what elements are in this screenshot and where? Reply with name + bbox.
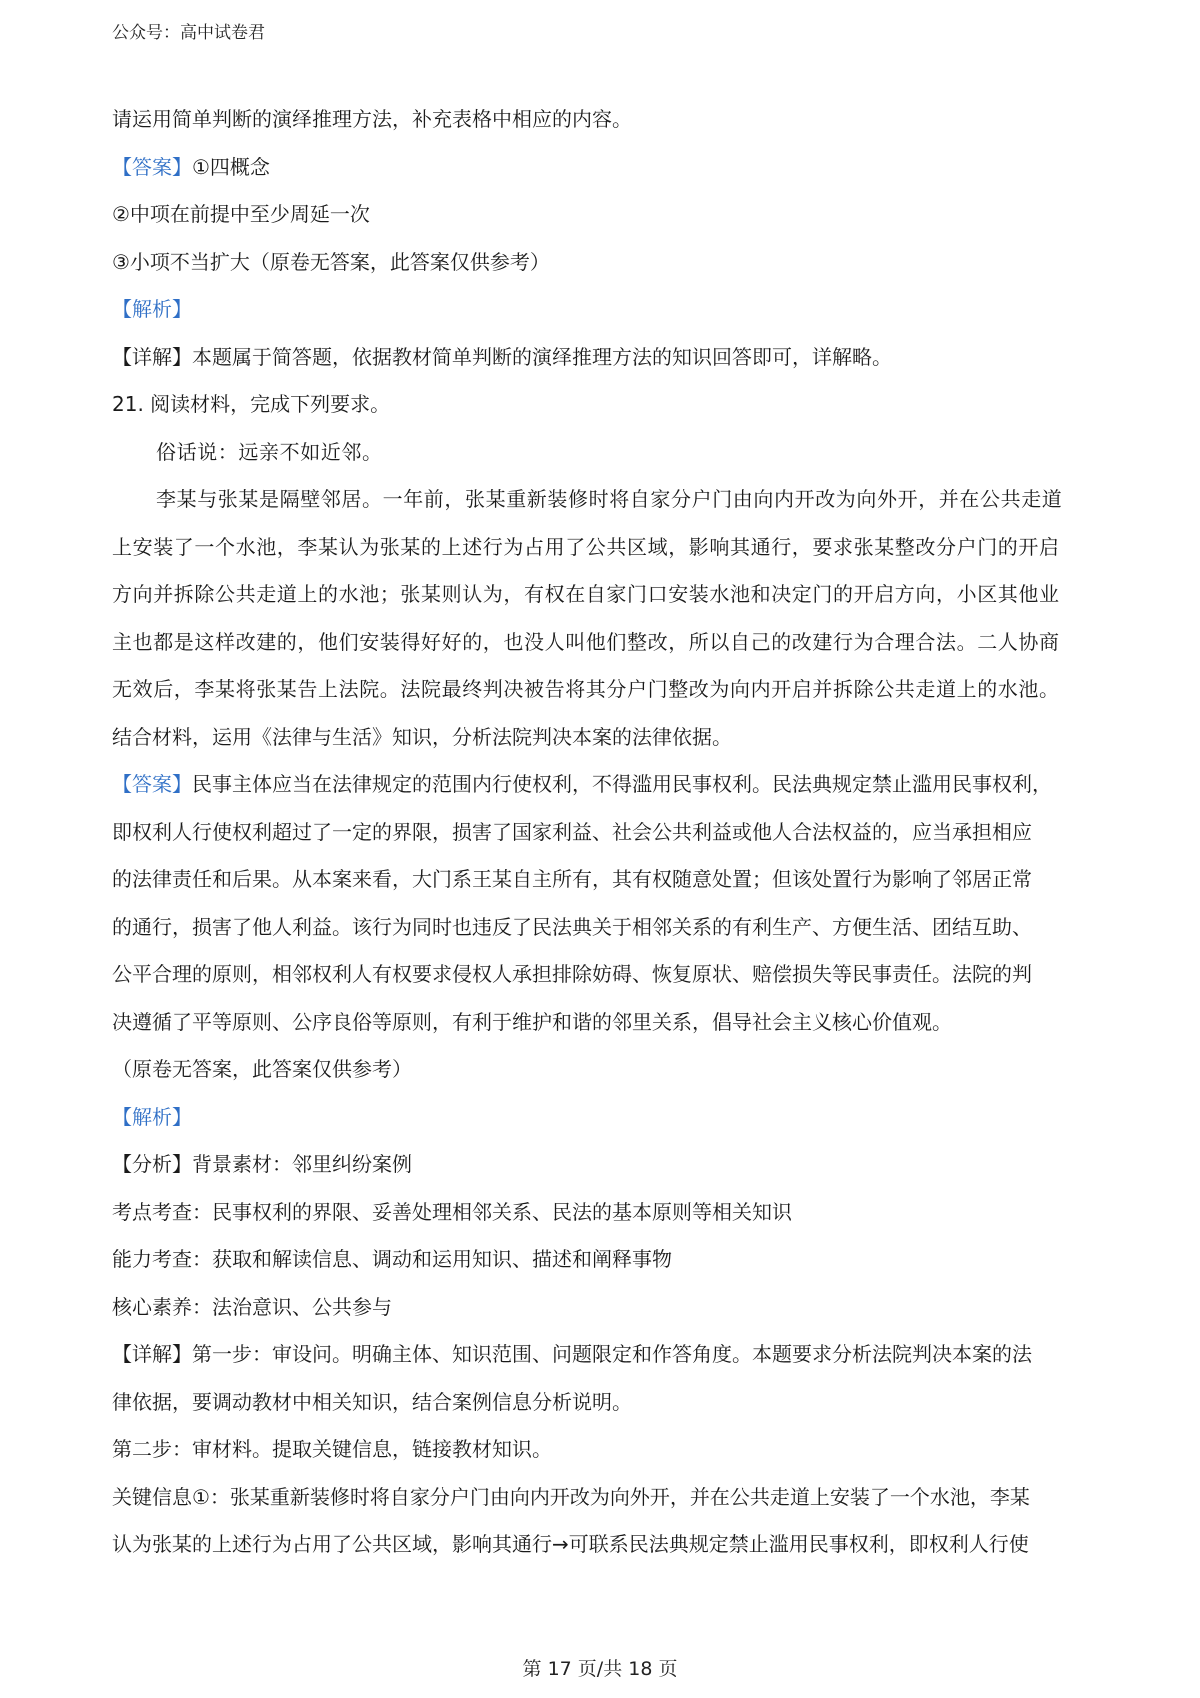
line-text: ③小项不当扩大（原卷无答案，此答案仅供参考）	[112, 249, 550, 274]
line-text: 核心素养：法治意识、公共参与	[112, 1294, 392, 1319]
section-tag: 【解析】	[112, 297, 192, 321]
line-text: 【详解】本题属于简答题，依据教材简单判断的演绎推理方法的知识回答即可，详解略。	[112, 344, 892, 369]
line-text: 21. 阅读材料，完成下列要求。	[112, 392, 391, 416]
line-text: 公平合理的原则，相邻权利人有权要求侵权人承担排除妨碍、恢复原状、赔偿损失等民事责任。法院的判	[112, 962, 1032, 986]
section-tag: 【答案】	[112, 772, 192, 796]
text-line	[112, 714, 1098, 762]
text-line	[112, 1189, 1098, 1237]
text-line	[112, 951, 1098, 999]
text-line	[112, 904, 1098, 952]
text-line	[112, 1236, 1098, 1284]
text-line	[112, 381, 1098, 429]
line-text: 上安装了一个水池，李某认为张某的上述行为占用了公共区域，影响其通行，要求张某整改分户门的开启	[112, 534, 1060, 559]
text-line	[112, 1094, 1098, 1142]
line-text: ①四概念	[192, 154, 270, 179]
line-text: 民事主体应当在法律规定的范围内行使权利，不得滥用民事权利。民法典规定禁止滥用民事权利，	[192, 772, 1052, 796]
line-text: 请运用简单判断的演绎推理方法，补充表格中相应的内容。	[112, 107, 632, 131]
line-text: 方向并拆除公共走道上的水池；张某则认为，有权在自家门口安装水池和决定门的开启方向，小区其他业	[112, 582, 1060, 606]
line-text: 的法律责任和后果。从本案来看，大门系王某自主所有，其有权随意处置；但该处置行为影响了邻居正常	[112, 867, 1032, 891]
line-text: （原卷无答案，此答案仅供参考）	[112, 1057, 412, 1081]
page-header: 公众号：高中试卷君	[112, 23, 265, 43]
text-line	[112, 761, 1098, 809]
text-line	[112, 191, 1098, 239]
text-line	[112, 1141, 1098, 1189]
text-line	[112, 334, 1098, 382]
section-tag: 【解析】	[112, 1104, 192, 1129]
page-footer: 第 17 页/共 18 页	[522, 1658, 678, 1680]
line-text: 律依据，要调动教材中相关知识，结合案例信息分析说明。	[112, 1389, 632, 1414]
text-line	[112, 1284, 1098, 1332]
text-line	[112, 1046, 1098, 1094]
text-line	[112, 429, 1098, 477]
line-text: 即权利人行使权利超过了一定的界限，损害了国家利益、社会公共利益或他人合法权益的，应当承担相应	[112, 819, 1032, 844]
text-line	[112, 571, 1098, 619]
text-line	[112, 96, 1098, 144]
document-body	[112, 96, 1098, 1569]
text-line	[112, 619, 1098, 667]
section-tag: 【答案】	[112, 154, 192, 179]
text-line	[112, 476, 1098, 524]
line-text: 关键信息①：张某重新装修时将自家分户门由向内开改为向外开，并在公共走道上安装了一个水池，李某	[112, 1484, 1030, 1509]
line-text: 【详解】第一步：审设问。明确主体、知识范围、问题限定和作答角度。本题要求分析法院判决本案的法	[112, 1342, 1032, 1366]
line-text: 主也都是这样改建的，他们安装得好好的，也没人叫他们整改，所以自己的改建行为合理合法。二人协商	[112, 629, 1060, 654]
line-text: 【分析】背景素材：邻里纠纷案例	[112, 1152, 412, 1176]
line-text: 俗话说：远亲不如近邻。	[156, 439, 383, 464]
text-line	[112, 809, 1098, 857]
line-text: 结合材料，运用《法律与生活》知识，分析法院判决本案的法律依据。	[112, 724, 732, 749]
text-line	[112, 524, 1098, 572]
text-line	[112, 666, 1098, 714]
text-line	[112, 239, 1098, 287]
text-line	[112, 1521, 1098, 1569]
line-text: 考点考查：民事权利的界限、妥善处理相邻关系、民法的基本原则等相关知识	[112, 1199, 792, 1224]
text-line	[112, 856, 1098, 904]
text-line	[112, 1426, 1098, 1474]
text-line	[112, 144, 1098, 192]
text-line	[112, 1331, 1098, 1379]
line-text: 李某与张某是隔壁邻居。一年前，张某重新装修时将自家分户门由向内开改为向外开，并在公共走道	[156, 487, 1063, 511]
text-line	[112, 286, 1098, 334]
line-text: 认为张某的上述行为占用了公共区域，影响其通行→可联系民法典规定禁止滥用民事权利，即权利人行使	[112, 1532, 1029, 1556]
line-text: 能力考查：获取和解读信息、调动和运用知识、描述和阐释事物	[112, 1247, 672, 1271]
text-line	[112, 1379, 1098, 1427]
text-line	[112, 1474, 1098, 1522]
line-text: ②中项在前提中至少周延一次	[112, 202, 370, 226]
line-text: 无效后，李某将张某告上法院。法院最终判决被告将其分户门整改为向内开启并拆除公共走道上的水池。	[112, 677, 1060, 701]
line-text: 决遵循了平等原则、公序良俗等原则，有利于维护和谐的邻里关系，倡导社会主义核心价值观。	[112, 1009, 952, 1034]
line-text: 的通行，损害了他人利益。该行为同时也违反了民法典关于相邻关系的有利生产、方便生活、团结互助、	[112, 914, 1032, 939]
line-text: 第二步：审材料。提取关键信息，链接教材知识。	[112, 1437, 552, 1461]
text-line	[112, 999, 1098, 1047]
